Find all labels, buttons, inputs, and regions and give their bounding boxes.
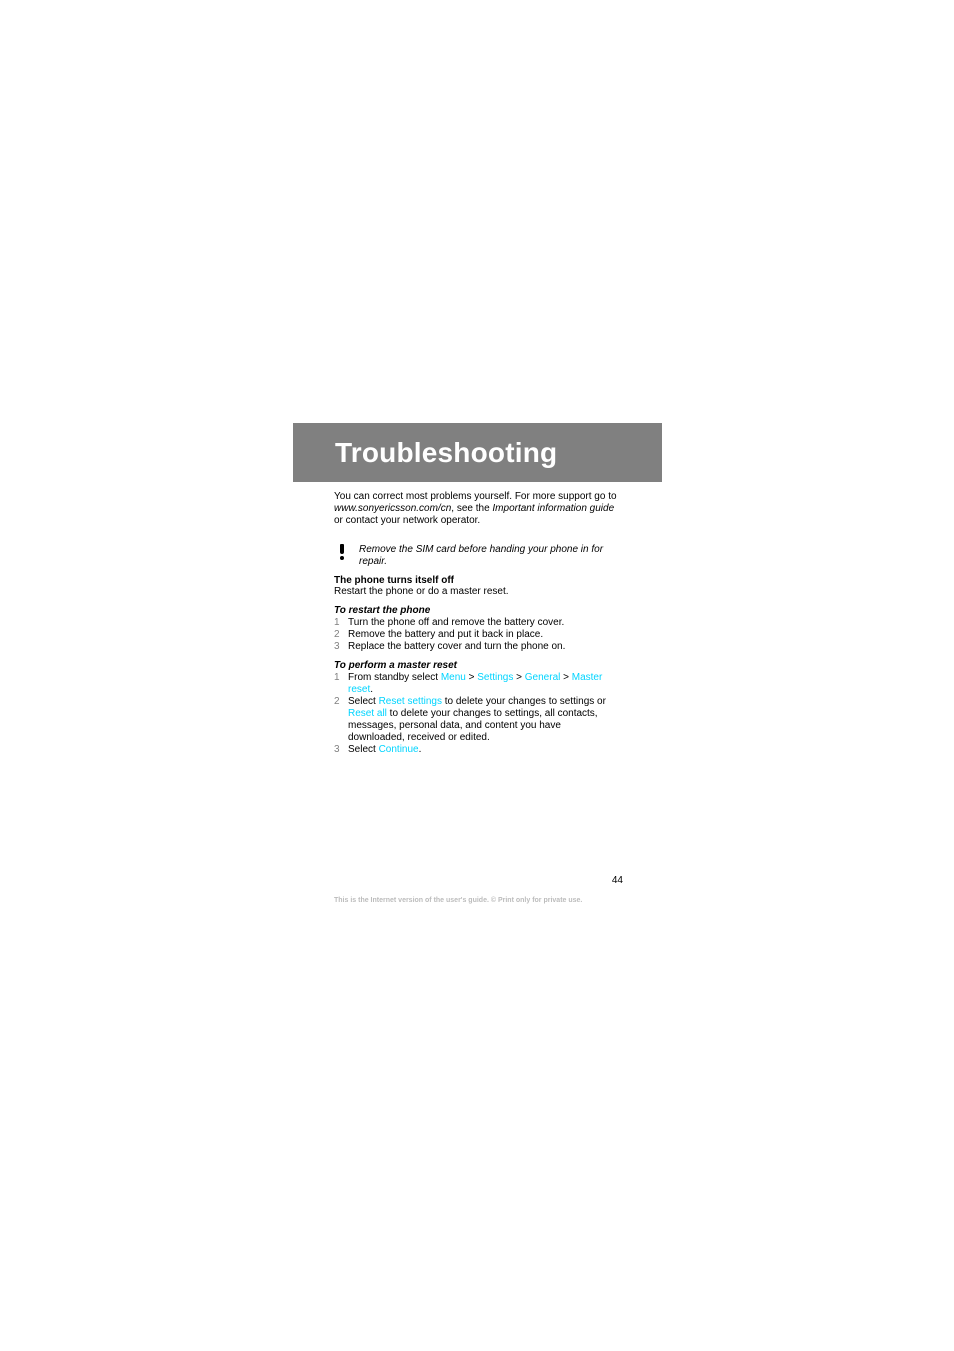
step-number: 1 bbox=[334, 617, 340, 628]
path-separator: > bbox=[465, 672, 478, 683]
warning-note bbox=[334, 544, 621, 568]
support-url: www.sonyericsson.com/cn bbox=[334, 503, 452, 514]
step-text: Replace the battery cover and turn the phone on. bbox=[348, 641, 566, 652]
list-item bbox=[334, 617, 620, 629]
section-text: Restart the phone or do a master reset. bbox=[334, 586, 509, 597]
title-banner bbox=[293, 423, 662, 482]
step-text: Select bbox=[348, 744, 379, 755]
step-number: 3 bbox=[334, 641, 340, 652]
step-text: to delete your changes to settings or bbox=[441, 696, 606, 707]
reset-heading: To perform a master reset bbox=[334, 660, 458, 671]
menu-item-general: General bbox=[524, 672, 561, 683]
page-title: Troubleshooting bbox=[335, 437, 558, 468]
menu-item-master-reset: Master reset bbox=[348, 672, 603, 695]
path-separator: > bbox=[513, 672, 525, 683]
list-item bbox=[334, 629, 620, 641]
main-content bbox=[334, 491, 626, 756]
step-number: 1 bbox=[334, 672, 340, 683]
intro-paragraph bbox=[334, 491, 624, 527]
intro-text: or contact your network operator. bbox=[334, 515, 481, 526]
menu-item-reset-all: Reset all bbox=[348, 708, 387, 719]
note-text: Remove the SIM card before handing your phone in for repair. bbox=[359, 544, 604, 567]
step-number: 3 bbox=[334, 744, 340, 755]
restart-steps bbox=[334, 617, 626, 653]
step-text: Turn the phone off and remove the battery cover. bbox=[348, 617, 565, 628]
page-number: 44 bbox=[611, 875, 623, 886]
path-separator: > bbox=[560, 672, 572, 683]
menu-item-menu: Menu bbox=[440, 672, 466, 683]
menu-item-continue: Continue bbox=[378, 744, 419, 755]
intro-text: , see the bbox=[451, 503, 493, 514]
list-item bbox=[334, 672, 620, 696]
step-text: . bbox=[370, 684, 374, 695]
step-text: Select bbox=[348, 696, 379, 707]
guide-reference: Important information guide bbox=[492, 503, 615, 514]
intro-text: You can correct most problems yourself. For more support go to bbox=[334, 491, 617, 502]
step-text: Remove the battery and put it back in place. bbox=[348, 629, 544, 640]
step-text: to delete your changes to settings, all contacts, messages, personal data, and content you have downloaded, received or edited. bbox=[348, 708, 598, 743]
list-item bbox=[334, 696, 620, 744]
reset-steps bbox=[334, 672, 626, 756]
step-number: 2 bbox=[334, 696, 340, 707]
footer-notice: This is the Internet version of the user's guide. © Print only for private use. bbox=[334, 897, 583, 904]
restart-heading: To restart the phone bbox=[334, 605, 431, 616]
section-heading: The phone turns itself off bbox=[334, 575, 454, 586]
exclamation-icon bbox=[340, 544, 344, 559]
step-text: From standby select bbox=[348, 672, 441, 683]
list-item bbox=[334, 641, 620, 653]
step-text: . bbox=[418, 744, 422, 755]
menu-item-settings: Settings bbox=[477, 672, 514, 683]
menu-item-reset-settings: Reset settings bbox=[378, 696, 442, 707]
step-number: 2 bbox=[334, 629, 340, 640]
list-item bbox=[334, 744, 620, 756]
